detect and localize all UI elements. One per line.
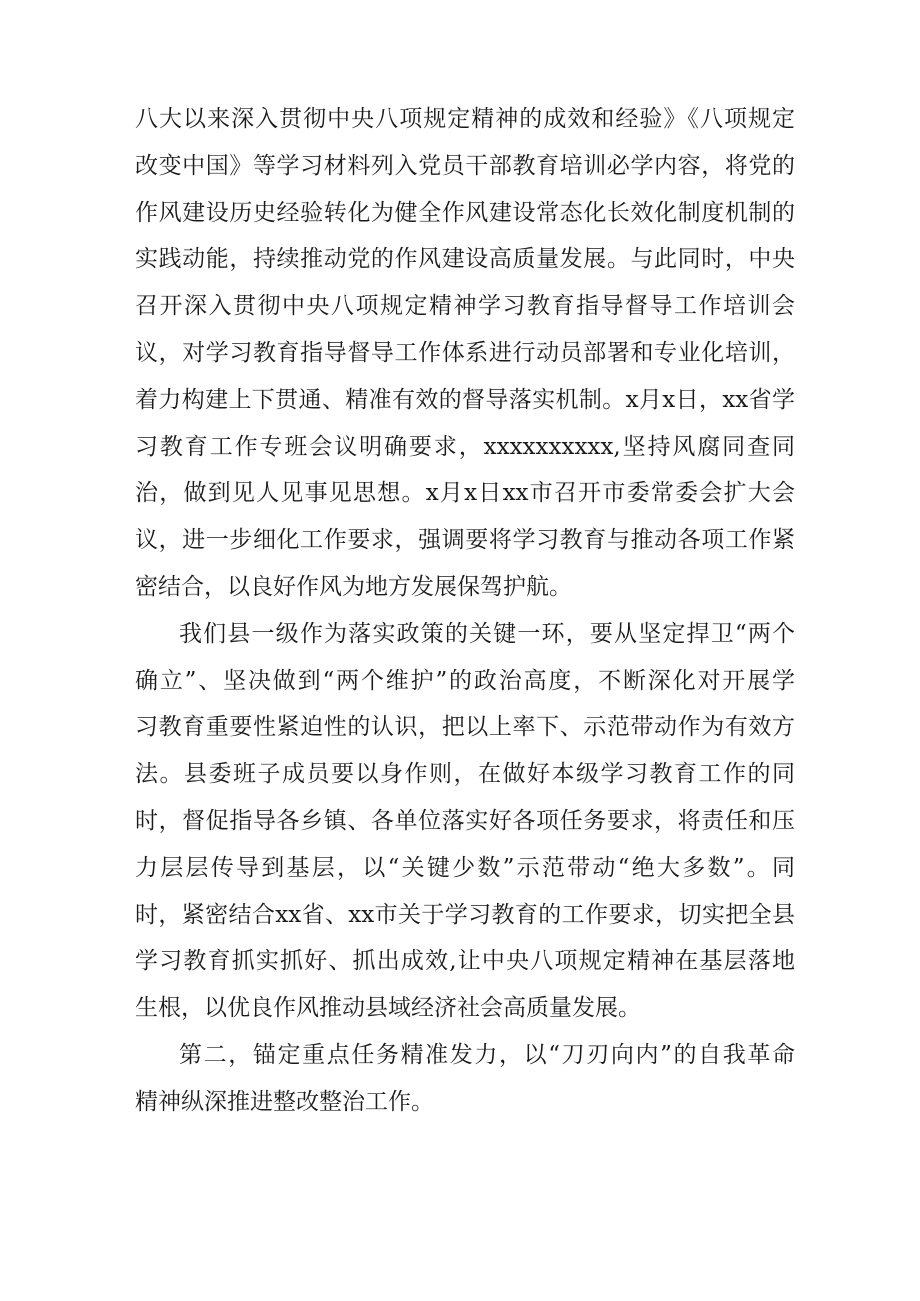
text-line: 力层层传导到基层，以“关键少数”示范带动“绝大多数”。同 (135, 854, 795, 881)
text-line: 生根，以优良作风推动县域经济社会高质量发展。 (135, 995, 641, 1022)
text-line: 作风建设历史经验转化为健全作风建设常态化长效化制度机制的 (135, 199, 795, 226)
text-line: 改变中国》等学习材料列入党员干部教育培训必学内容，将党的 (135, 152, 795, 179)
text-line: 学习教育抓实抓好、抓出成效,让中央八项规定精神在基层落地 (135, 948, 795, 975)
text-line: 着力构建上下贯通、精准有效的督导落实机制。x月x日，xx省学 (135, 386, 795, 413)
text-line: 第二，锚定重点任务精准发力，以“刀刃向内”的自我革命 (179, 1041, 795, 1068)
text-line: 习教育工作专班会议明确要求，xxxxxxxxxx,坚持风腐同查同 (135, 433, 795, 460)
text-line: 习教育重要性紧迫性的认识，把以上率下、示范带动作为有效方 (135, 714, 795, 741)
text-line: 我们县一级作为落实政策的关键一环，要从坚定捍卫“两个 (179, 620, 795, 647)
text-line: 八大以来深入贯彻中央八项规定精神的成效和经验》《八项规定 (135, 106, 795, 132)
text-line: 实践动能，持续推动党的作风建设高质量发展。与此同时，中央 (135, 246, 795, 273)
text-line: 时，紧密结合xx省、xx市关于学习教育的工作要求，切实把全县 (135, 901, 795, 928)
text-line: 召开深入贯彻中央八项规定精神学习教育指导督导工作培训会 (135, 293, 795, 320)
text-line: 治，做到见人见事见思想。x月x日xx市召开市委常委会扩大会 (135, 480, 795, 507)
text-line: 时，督促指导各乡镇、各单位落实好各项任务要求，将责任和压 (135, 807, 795, 834)
text-line: 精神纵深推进整改整治工作。 (135, 1088, 434, 1115)
text-line: 法。县委班子成员要以身作则，在做好本级学习教育工作的同 (135, 761, 795, 788)
text-line: 确立”、坚决做到“两个维护”的政治高度，不断深化对开展学 (135, 667, 795, 694)
body-text (135, 96, 795, 1126)
text-line: 议，对学习教育指导督导工作体系进行动员部署和专业化培训， (135, 339, 795, 366)
text-line: 议，进一步细化工作要求，强调要将学习教育与推动各项工作紧 (135, 527, 795, 554)
text-line: 密结合，以良好作风为地方发展保驾护航。 (135, 573, 572, 600)
